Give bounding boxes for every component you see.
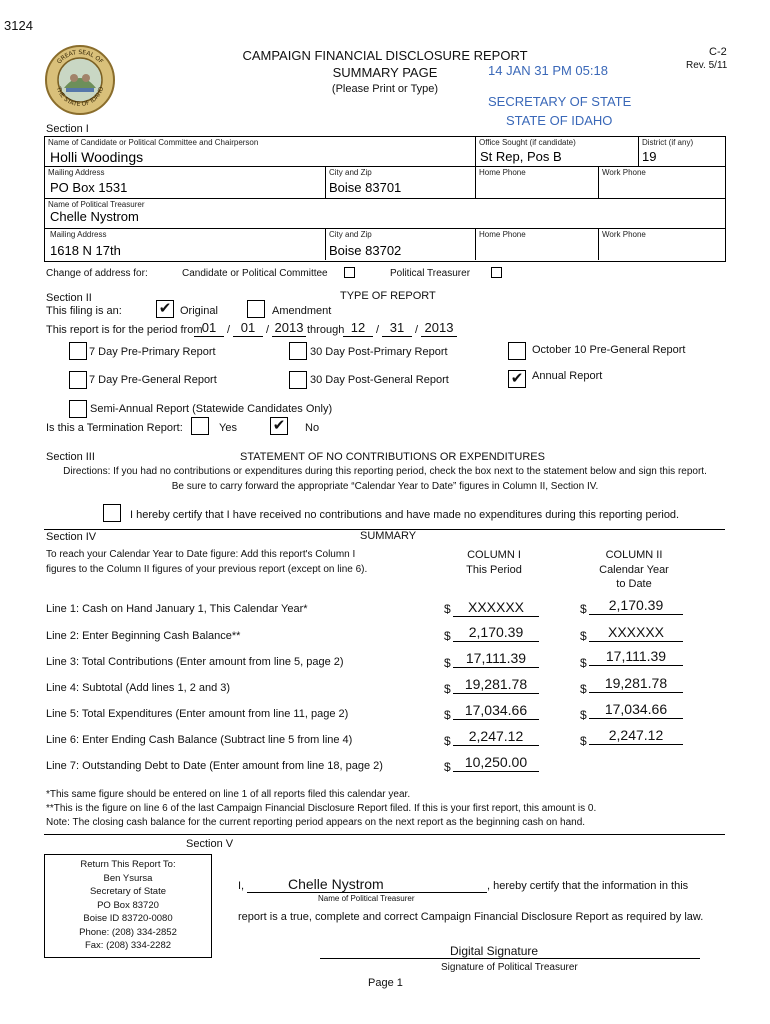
opt-30day-post-general-checkbox[interactable] [289, 371, 307, 389]
change-address-label: Change of address for: [46, 268, 148, 279]
section-3-directions-2: Be sure to carry forward the appropriate “Calendar Year to Date” figures in Column II, Section IV. [171, 481, 599, 492]
line-1-column-2-field[interactable]: 2,170.39 [589, 596, 683, 615]
candidate-name-label: Name of Candidate or Political Committee and Chairperson [48, 138, 259, 147]
opt-7day-pre-primary-checkbox[interactable] [69, 342, 87, 360]
return-address-line: Fax: (208) 334-2282 [84, 940, 172, 951]
section-5-label: Section V [186, 838, 234, 850]
section-1-label: Section I [46, 123, 89, 135]
summary-line-label: Line 7: Outstanding Debt to Date (Enter amount from line 18, page 2) [46, 760, 383, 772]
return-address-box [44, 854, 212, 958]
line-7-column-1-field[interactable]: 10,250.00 [453, 753, 539, 772]
change-treasurer-label: Political Treasurer [390, 268, 471, 279]
treasurer-home-phone-label: Home Phone [479, 230, 526, 239]
section-3-label: Section III [46, 451, 95, 463]
original-label: Original [180, 305, 218, 317]
opt-oct10-pre-general-checkbox[interactable] [508, 342, 526, 360]
termination-label: Is this a Termination Report: [46, 422, 183, 434]
treasurer-name-label: Name of Political Treasurer [48, 200, 145, 209]
summary-instructions-1: To reach your Calendar Year to Date figure: Add this report's Column I [46, 549, 356, 560]
line-3-column-2-field[interactable]: 17,111.39 [589, 647, 683, 666]
line-2-column-1-field[interactable]: 2,170.39 [453, 623, 539, 642]
opt-30day-post-primary-label: 30 Day Post-Primary Report [310, 346, 448, 358]
svg-text:GREAT SEAL OF: GREAT SEAL OF [55, 48, 105, 66]
opt-semiannual-label: Semi-Annual Report (Statewide Candidates Only) [90, 403, 333, 415]
opt-annual-label: Annual Report [532, 370, 603, 382]
footnote-2: **This is the figure on line 6 of the last Campaign Financial Disclosure Report filed. If this is your first report, this amount is 0. [46, 803, 597, 814]
type-of-report-title: TYPE OF REPORT [340, 290, 436, 302]
column-1-heading: COLUMN I [467, 549, 521, 561]
summary-line-label: Line 4: Subtotal (Add lines 1, 2 and 3) [46, 682, 231, 694]
currency-symbol: $ [580, 682, 587, 696]
filing-type-label: This filing is an: [46, 305, 122, 317]
home-phone-label: Home Phone [479, 168, 526, 177]
form-code: C-2 [709, 46, 727, 58]
period-to-year[interactable]: 2013 [421, 320, 457, 337]
section-3-directions-1: Directions: If you had no contributions or expenditures during this reporting period, check the box next to the statement below and sign this report. [63, 466, 707, 477]
office-sought-field[interactable]: St Rep, Pos B [480, 149, 562, 164]
opt-annual-checkbox[interactable]: ✔ [508, 370, 526, 388]
summary-line-label: Line 5: Total Expenditures (Enter amount from line 11, page 2) [46, 708, 349, 720]
termination-no-label: No [305, 422, 320, 434]
period-from-year[interactable]: 2013 [272, 320, 306, 337]
currency-symbol: $ [580, 734, 587, 748]
section-3-title: STATEMENT OF NO CONTRIBUTIONS OR EXPENDITURES [240, 451, 545, 463]
period-through-label: through [307, 324, 345, 336]
line-6-column-2-field[interactable]: 2,247.12 [589, 726, 683, 745]
currency-symbol: $ [444, 656, 451, 670]
return-address-line: Return This Report To: [80, 859, 176, 870]
treasurer-name-caption: Name of Political Treasurer [318, 894, 415, 903]
original-checkbox[interactable]: ✔ [156, 300, 174, 318]
currency-symbol: $ [444, 602, 451, 616]
district-field[interactable]: 19 [642, 149, 657, 164]
summary-line-label: Line 3: Total Contributions (Enter amount from line 5, page 2) [46, 656, 344, 668]
treasurer-city-label: City and Zip [329, 230, 372, 239]
line-2-column-2-field[interactable]: XXXXXX [589, 623, 683, 642]
currency-symbol: $ [580, 708, 587, 722]
treasurer-city-field[interactable]: Boise 83702 [329, 243, 402, 258]
work-phone-label: Work Phone [602, 168, 646, 177]
currency-symbol: $ [444, 629, 451, 643]
summary-line-label: Line 6: Enter Ending Cash Balance (Subtract line 5 from line 4) [46, 734, 353, 746]
treasurer-mailing-label: Mailing Address [50, 230, 107, 239]
currency-symbol: $ [580, 602, 587, 616]
no-activity-certify-text: I hereby certify that I have received no contributions and have made no expenditures during this reporting period. [130, 509, 680, 521]
termination-no-checkbox[interactable]: ✔ [270, 417, 288, 435]
currency-symbol: $ [444, 682, 451, 696]
line-5-column-2-field[interactable]: 17,034.66 [589, 700, 683, 719]
summary-line-label: Line 1: Cash on Hand January 1, This Calendar Year* [46, 603, 308, 615]
line-1-column-1-field[interactable]: XXXXXX [453, 598, 539, 617]
report-subtitle: SUMMARY PAGE [332, 65, 438, 80]
period-to-month[interactable]: 12 [343, 320, 373, 337]
change-treasurer-checkbox[interactable] [491, 267, 502, 278]
footnote-3: Note: The closing cash balance for the current reporting period appears on the next report as the beginning cash on hand. [46, 817, 586, 828]
mailing-address-field[interactable]: PO Box 1531 [50, 180, 128, 195]
document-number: 3124 [4, 18, 33, 33]
no-activity-certify-checkbox[interactable] [103, 504, 121, 522]
candidate-name-field[interactable]: Holli Woodings [50, 149, 144, 165]
certify-i-prefix: I, [238, 880, 245, 892]
column-2-heading: COLUMN II [605, 549, 663, 561]
change-committee-checkbox[interactable] [344, 267, 355, 278]
summary-line-label: Line 2: Enter Beginning Cash Balance** [46, 630, 241, 642]
period-from-month[interactable]: 01 [194, 320, 224, 337]
section-4-title: SUMMARY [360, 530, 417, 542]
line-3-column-1-field[interactable]: 17,111.39 [453, 649, 539, 668]
form-revision: Rev. 5/11 [686, 60, 728, 71]
termination-yes-checkbox[interactable] [191, 417, 209, 435]
currency-symbol: $ [580, 629, 587, 643]
city-zip-field[interactable]: Boise 83701 [329, 180, 402, 195]
period-slash-3: / [376, 324, 380, 336]
line-6-column-1-field[interactable]: 2,247.12 [453, 727, 539, 746]
page-number: Page 1 [368, 977, 403, 989]
line-5-column-1-field[interactable]: 17,034.66 [453, 701, 539, 720]
period-slash-4: / [415, 324, 419, 336]
footnote-1: *This same figure should be entered on line 1 of all reports filed this calendar year. [46, 789, 411, 800]
idaho-seal-icon [44, 44, 116, 116]
return-address-line: PO Box 83720 [97, 899, 159, 911]
termination-yes-label: Yes [219, 422, 237, 434]
svg-text:THE STATE OF IDAHO: THE STATE OF IDAHO [54, 85, 106, 109]
district-label: District (if any) [642, 138, 694, 147]
line-4-column-2-field[interactable]: 19,281.78 [589, 674, 683, 693]
signature-caption: Signature of Political Treasurer [441, 962, 578, 973]
column-1-subheading: This Period [466, 564, 522, 576]
treasurer-mailing-field[interactable]: 1618 N 17th [50, 243, 121, 258]
column-2-subheading: Calendar Year [599, 564, 669, 576]
column-2-subheading-2: to Date [616, 578, 652, 590]
received-stamp-state: STATE OF IDAHO [506, 113, 613, 128]
certify-text-1: , hereby certify that the information in this [487, 880, 689, 892]
treasurer-certify-name-field[interactable]: Chelle Nystrom [288, 876, 384, 892]
change-committee-label: Candidate or Political Committee [182, 268, 328, 279]
currency-symbol: $ [444, 760, 451, 774]
currency-symbol: $ [444, 708, 451, 722]
treasurer-work-phone-label: Work Phone [602, 230, 646, 239]
period-slash-1: / [227, 324, 231, 336]
line-4-column-1-field[interactable]: 19,281.78 [453, 675, 539, 694]
opt-oct10-pre-general-label: October 10 Pre-General Report [532, 344, 686, 356]
opt-semiannual-checkbox[interactable] [69, 400, 87, 418]
certify-text-2: report is a true, complete and correct Campaign Financial Disclosure Report as required by law. [238, 911, 704, 923]
return-address-line: Phone: (208) 334-2852 [79, 926, 177, 938]
section-4-label: Section IV [46, 531, 97, 543]
opt-7day-pre-general-checkbox[interactable] [69, 371, 87, 389]
period-label: This report is for the period from [46, 324, 203, 336]
summary-instructions-2: figures to the Column II figures of your previous report (except on line 6). [46, 564, 368, 575]
city-zip-label: City and Zip [329, 168, 372, 177]
return-address-line: Ben Ysursa [103, 872, 153, 884]
mailing-address-label: Mailing Address [48, 168, 105, 177]
opt-30day-post-primary-checkbox[interactable] [289, 342, 307, 360]
return-address-line: Secretary of State [89, 886, 167, 897]
received-stamp-date: 14 JAN 31 PM 05:18 [488, 63, 608, 78]
amendment-checkbox[interactable] [247, 300, 265, 318]
period-to-day[interactable]: 31 [382, 320, 412, 337]
return-address-line: Boise ID 83720-0080 [83, 913, 173, 924]
opt-7day-pre-primary-label: 7 Day Pre-Primary Report [89, 346, 216, 358]
received-stamp-office: SECRETARY OF STATE [488, 94, 632, 109]
amendment-label: Amendment [272, 305, 332, 317]
currency-symbol: $ [444, 734, 451, 748]
print-note: (Please Print or Type) [331, 83, 439, 95]
report-title: CAMPAIGN FINANCIAL DISCLOSURE REPORT [242, 48, 528, 63]
period-from-day[interactable]: 01 [233, 320, 263, 337]
office-sought-label: Office Sought (if candidate) [479, 138, 576, 147]
currency-symbol: $ [580, 656, 587, 670]
treasurer-name-field[interactable]: Chelle Nystrom [50, 209, 139, 224]
period-slash-2: / [266, 324, 270, 336]
opt-30day-post-general-label: 30 Day Post-General Report [310, 374, 449, 386]
section-2-label: Section II [46, 292, 92, 304]
opt-7day-pre-general-label: 7 Day Pre-General Report [89, 374, 217, 386]
signature-field[interactable]: Digital Signature [450, 944, 539, 958]
